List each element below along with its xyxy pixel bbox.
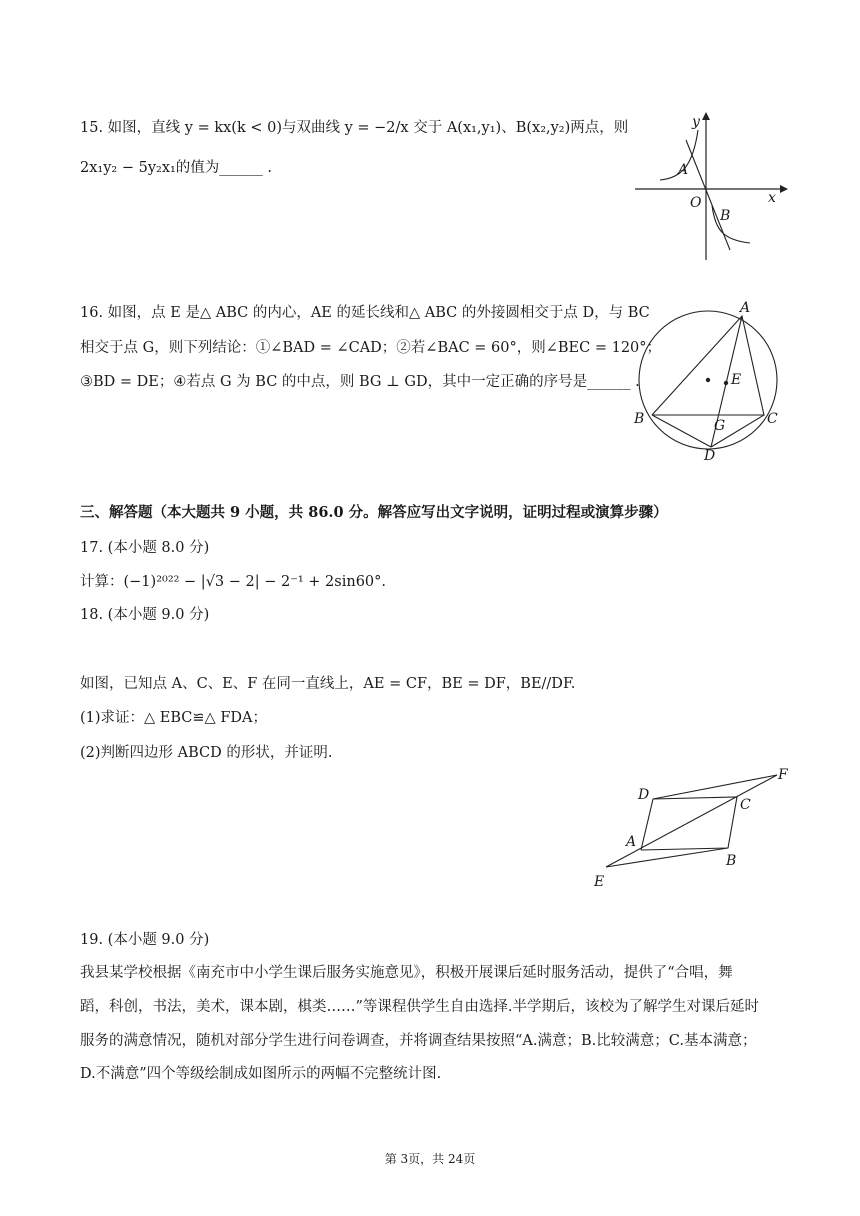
- page-footer: 第 3页，共 24页: [384, 1152, 476, 1166]
- q18-point-c-label: C: [740, 797, 751, 813]
- q19-line-1: 我县某学校根据《南充市中小学生课后服务实施意见》，积极开展课后延时服务活动，提供了“合唱，舞: [80, 965, 733, 981]
- q18-point-e-label: E: [594, 874, 605, 890]
- q15-line-1: 15. 如图，直线 y = kx(k < 0)与双曲线 y = −2/x 交于 A(x₁,y₁)、B(x₂,y₂)两点，则: [80, 120, 629, 136]
- q15-point-a-label: A: [678, 162, 689, 178]
- q18-point-a-label: A: [626, 834, 637, 850]
- q15-hyperbola-figure: [630, 110, 790, 265]
- q19-line-2: 蹈，科创，书法，美术，课本剧，棋类……”等课程供学生自由选择.半学期后，该校为了解学生对课后延时: [80, 999, 760, 1015]
- q19-header: 19. (本小题 9.0 分): [80, 932, 210, 948]
- q18-header: 18. (本小题 9.0 分): [80, 607, 210, 623]
- q18-point-b-label: B: [726, 853, 737, 869]
- q15-axis-y-label: y: [692, 114, 700, 130]
- q15-line-2: 2x₁y₂ − 5y₂x₁的值为______ .: [80, 160, 273, 176]
- q18-part-1: (1)求证：△ EBC≌△ FDA；: [80, 710, 267, 726]
- q16-line-1: 16. 如图，点 E 是△ ABC 的内心，AE 的延长线和△ ABC 的外接圆相交于点 D，与 BC: [80, 305, 650, 321]
- q18-line-1: 如图，已知点 A、C、E、F 在同一直线上，AE = CF，BE = DF，BE//DF.: [80, 676, 576, 692]
- q15-axis-x-label: x: [768, 190, 776, 206]
- q17-header: 17. (本小题 8.0 分): [80, 540, 210, 556]
- q19-line-4: D.不满意”四个等级绘制成如图所示的两幅不完整统计图.: [80, 1066, 442, 1082]
- q16-line-3: ③BD = DE；④若点 G 为 BC 的中点，则 BG ⊥ GD，其中一定正确的序号是______ .: [80, 374, 640, 390]
- q18-point-f-label: F: [778, 767, 788, 783]
- q16-point-d-label: D: [704, 448, 716, 464]
- q16-point-g-label: G: [714, 418, 726, 434]
- q16-point-a-label: A: [740, 300, 751, 316]
- q18-part-2: (2)判断四边形 ABCD 的形状，并证明.: [80, 745, 333, 761]
- q15-point-b-label: B: [720, 208, 731, 224]
- q16-point-e-label: E: [731, 372, 742, 388]
- q18-point-d-label: D: [638, 787, 650, 803]
- q15-origin-label: O: [690, 195, 702, 211]
- q18-parallelogram-figure: [590, 765, 800, 890]
- q16-point-c-label: C: [767, 411, 778, 427]
- q19-line-3: 服务的满意情况，随机对部分学生进行问卷调查，并将调查结果按照“A.满意；B.比较满意；C.基本满意；: [80, 1033, 757, 1049]
- q16-point-b-label: B: [634, 411, 645, 427]
- q17-body: 计算：(−1)²⁰²² − |√3 − 2| − 2⁻¹ + 2sin60°.: [80, 574, 387, 590]
- section-3-title: 三、解答题（本大题共 9 小题，共 86.0 分。解答应写出文字说明，证明过程或演算步骤）: [80, 504, 668, 521]
- q16-line-2: 相交于点 G，则下列结论：①∠BAD = ∠CAD；②若∠BAC = 60°，则∠BEC = 120°；: [80, 340, 662, 356]
- q16-circle-figure: [628, 300, 793, 465]
